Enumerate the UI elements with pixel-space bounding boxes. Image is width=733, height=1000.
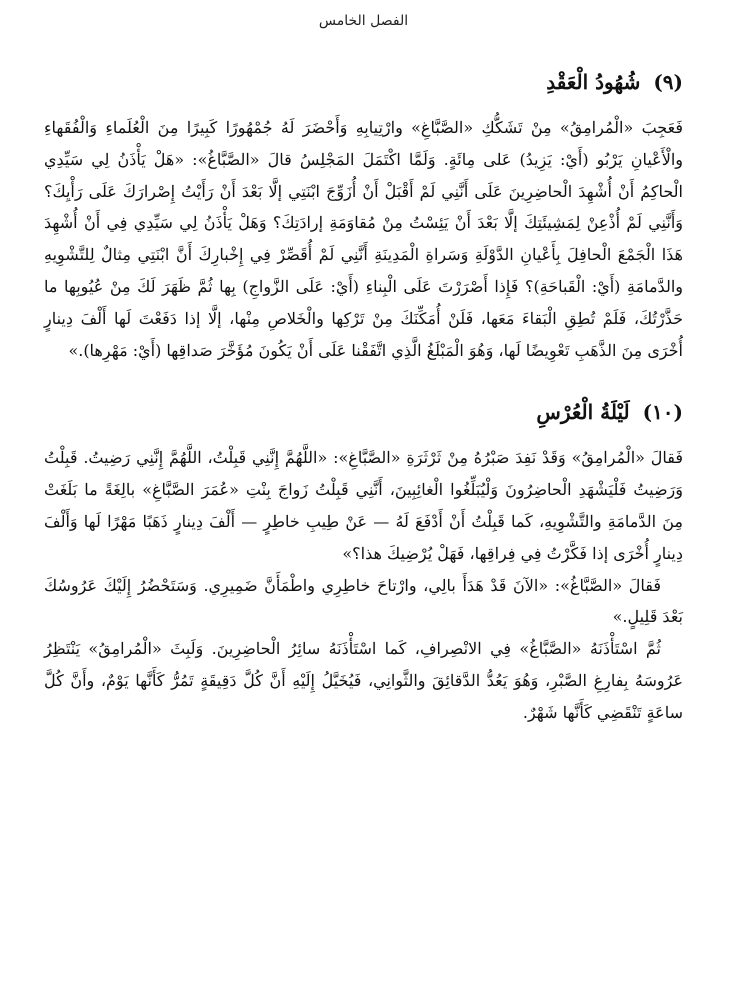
paragraph: فَعَجِبَ «الْمُرامِقُ» مِنْ تَشَكُّكِ «الصَّبَّاغِ» وارْتِيابِهِ وَأَحْضَرَ لَهُ جُمْهُورًا كَبِيرًا مِنَ الْعُلَماءِ وَالْفُقَهاءِ والْأَعْيانِ يَرْبُو (أَيْ: يَزِيدُ) عَلى مِائَةٍ. وَلَمَّا اكْتَمَلَ المَجْلِسُ قالَ «الصَّبَّاغُ»: «هَلْ يَأْذَنُ لِي سَيِّدِي الْحاكِمُ أَنْ أُشْهِدَ الْحاضِرِينَ عَلَى أَنَّنِي لَمْ أَقْبَلْ أَنْ أُزَوِّجَ ابْنَتِي إلَّا بَعْدَ أَنْ رَأَيْتُ إِصْرارَكَ عَلَى رَأْيِكَ؟ وَأَنَّنِي لَمْ أُذْعِنْ لِمَشِيئَتِكَ إلَّا بَعْدَ أَنْ يَئِسْتُ مِنْ مُقاوَمَةِ إرادَتِكَ؟ وَهَلْ يَأْذَنُ لِي سَيِّدِي فِي أَنْ أُشْهِدَ هَذَا الْجَمْعَ الْحافِلَ بِأَعْيانِ الدَّوْلَةِ وَسَراةِ الْمَدِينَةِ أَنَّنِي لَمْ أُقَصِّرْ فِي إِخْبارِكَ أَنَّ ابْنَتِي مِثالٌ لِلتَّشْوِيهِ والدَّمامَةِ (أَيْ: الْقَباحَةِ)؟ فَإِذا أَصْرَرْتَ عَلَى الْبِناءِ (أَيْ: عَلَى الزَّواجِ) بِها ثُمَّ ظَهَرَ لَكَ مِنْ عُيُوبِها ما حَذَّرْتُكَ، فَلَمْ تُطِقِ الْبَقاءَ مَعَها، فَلَنْ أُمَكِّنَكَ مِنْ تَرْكِها والْخَلاصِ مِنْها، إلَّا إذا دَفَعْتَ لَها أَلْفَ دِينارٍ أُخْرَى مِنَ الذَّهَبِ تَعْوِيضًا لَها، وَهُوَ الْمَبْلَغُ الَّذِي اتَّفَقْنا عَلَى أَنْ يَكُونَ مُؤَخَّرَ صَداقِها (أَيْ: مَهْرِها).» (44, 118, 684, 360)
section-9 (44, 68, 683, 366)
section-number: (١٠) (642, 400, 683, 425)
section-number: (٩) (653, 70, 683, 94)
chapter-header: الفصل الخامس (318, 13, 409, 29)
section-heading (44, 398, 683, 426)
paragraph: فَقالَ «الْمُرامِقُ» وَقَدْ نَفِدَ صَبْرُهُ مِنْ ثَرْثَرَةِ «الصَّبَّاغِ»: «اللَّهُمَّ إِنَّنِي قَبِلْتُ، اللَّهُمَّ إِنَّنِي رَضِيتُ. قَبِلْتُ وَرَضِيتُ فَلْيَشْهَدِ الْحاضِرُونَ وَلْيُبَلِّغُوا الْغائِبِينَ، أَنَّنِي قَبِلْتُ زَواجَ بِنْتِ «عُمَرَ الصَّبَّاغِ» بالِغَةً ما بَلَغَتْ مِنَ الدَّمامَةِ والتَّشْوِيهِ، كَما قَبِلْتُ أَنْ أَدْفَعَ لَهُ — عَنْ طِيبِ خاطِرٍ — أَلْفَ دِينارٍ ذَهَبًا مَهْرًا لَها وَأَلْفَ دِينارٍ أُخْرَى إذا فَكَّرْتُ فِي فِراقِها، فَهَلْ يُرْضِيكَ هذا؟» (44, 448, 683, 563)
section-10 (44, 398, 683, 728)
section-title: لَيْلَةُ الْعُرْسِ (536, 400, 630, 425)
section-title: شُهُودُ الْعَقْدِ (546, 70, 641, 94)
paragraph: ثُمَّ اسْتَأْذَنَهُ «الصَّبَّاغُ» فِي الانْصِرافِ، كَما اسْتَأْذَنَهُ سائِرُ الْحاضِرِينَ. وَلَبِثَ «الْمُرامِقُ» يَنْتَظِرُ عَرُوسَهُ بِفارِغِ الصَّبْرِ، وَهُوَ يَعُدُّ الدَّقائِقَ والثَّوانِي، فَيُخَيَّلُ إِلَيْهِ أَنَّ كُلَّ دَقِيقَةٍ تَمُرُّ كَأَنَّها يَوْمٌ، وأَنَّ كُلَّ ساعَةٍ تَنْقَضِي كَأَنَّها شَهْرٌ. (44, 639, 683, 722)
paragraph: فَقالَ «الصَّبَّاغُ»: «الآنَ قَدْ هَدَأَ بالِي، وارْتاحَ خاطِرِي واطْمَأَنَّ ضَمِيرِي. وَسَتَحْضُرُ إِلَيْكَ عَرُوسُكَ بَعْدَ قَلِيلٍ.» (44, 575, 683, 627)
section-heading (44, 68, 683, 96)
